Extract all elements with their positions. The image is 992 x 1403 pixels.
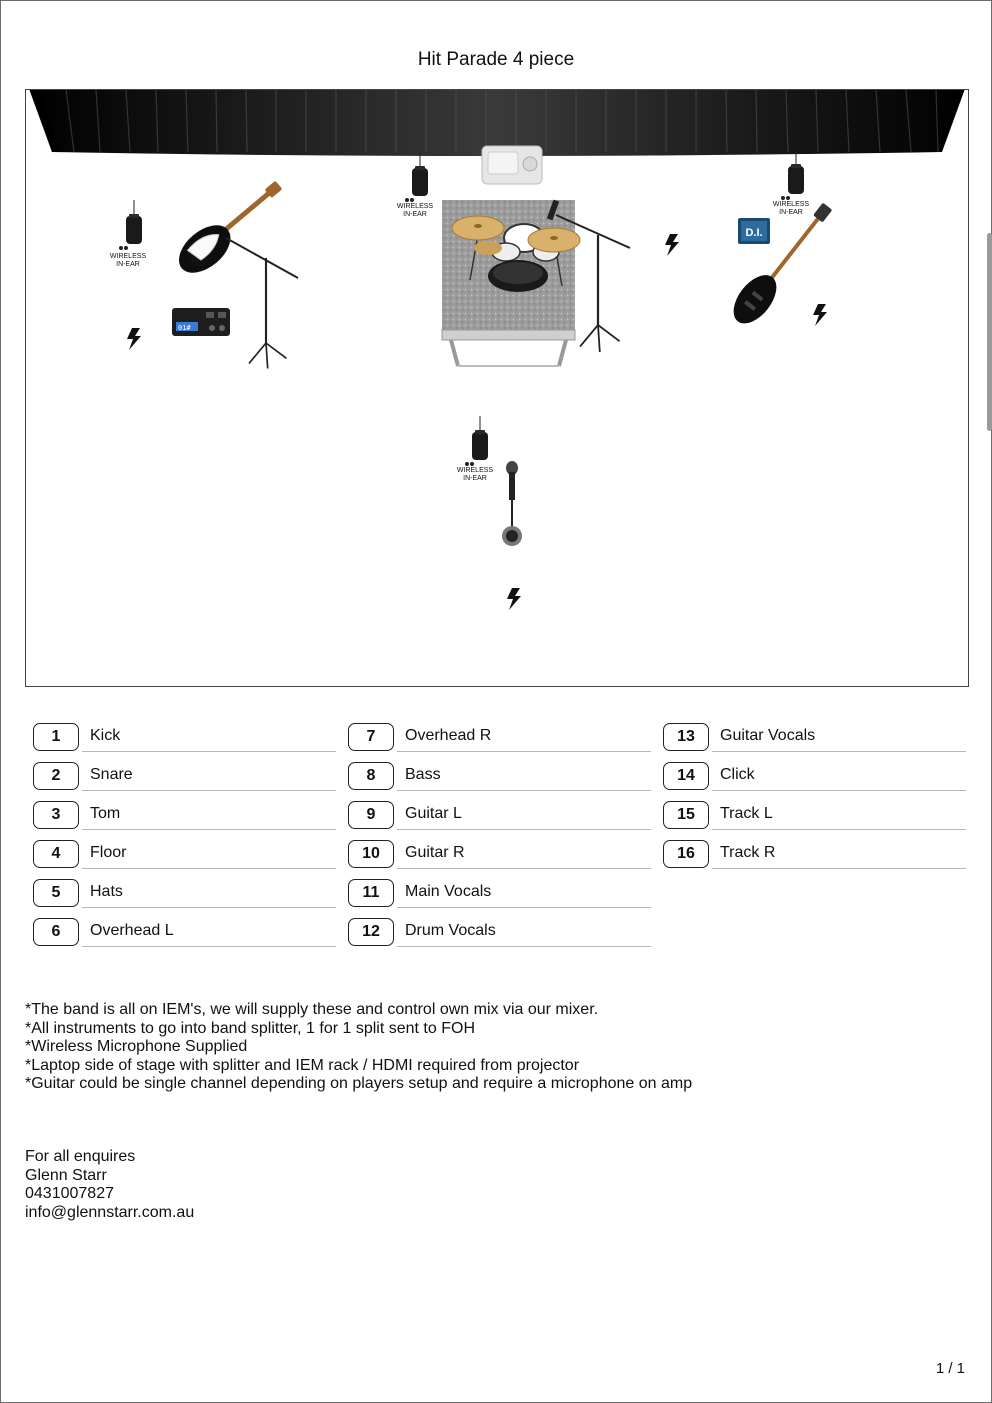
- channel-number: 1: [33, 723, 79, 751]
- channel-number: 6: [33, 918, 79, 946]
- channel-row: [348, 914, 651, 953]
- contact-name: Glenn Starr: [25, 1166, 107, 1184]
- channel-row: [33, 914, 336, 953]
- note-line: *Wireless Microphone Supplied: [25, 1038, 248, 1055]
- note-line: *All instruments to go into band splitter, 1 for 1 split sent to FOH: [25, 1019, 475, 1037]
- scrollbar[interactable]: [987, 233, 992, 431]
- bass-guitar-icon: [725, 196, 840, 331]
- channel-label: Floor: [82, 836, 336, 869]
- svg-text:WIRELESS: WIRELESS: [396, 203, 434, 210]
- svg-text:D.I.: D.I.: [745, 227, 763, 239]
- svg-text:IN-EAR: IN-EAR: [463, 475, 487, 482]
- vocal-power-icon: [507, 588, 521, 610]
- channel-number: 10: [348, 840, 394, 868]
- channel-row: [663, 836, 966, 875]
- note-line: *Laptop side of stage with splitter and IEM rack / HDMI required from projector: [25, 1056, 580, 1074]
- di-box-icon: [738, 218, 770, 244]
- guitar-pedal-icon: [172, 308, 230, 336]
- channel-row: [348, 758, 651, 797]
- channel-label: Guitar L: [397, 797, 651, 830]
- channel-row: [663, 719, 966, 758]
- drum-iem-icon: [397, 152, 434, 218]
- contact-phone: 0431007827: [25, 1185, 114, 1202]
- channel-number: 8: [348, 762, 394, 790]
- channel-label: Tom: [82, 797, 336, 830]
- svg-text:WIRELESS: WIRELESS: [456, 467, 494, 474]
- note-line: *The band is all on IEM's, we will supply these and control own mix via our mixer.: [25, 1001, 599, 1018]
- guitar-power-icon: [127, 328, 141, 350]
- channel-label: Guitar Vocals: [712, 719, 966, 752]
- svg-text:01#: 01#: [178, 324, 191, 332]
- channel-number: 2: [33, 762, 79, 790]
- channel-column-2: [348, 719, 651, 953]
- channel-number: 3: [33, 801, 79, 829]
- channel-number: 9: [348, 801, 394, 829]
- channel-row: [33, 875, 336, 914]
- contact-heading: For all enquires: [25, 1148, 136, 1165]
- notes: [25, 1001, 925, 1094]
- electric-guitar-icon: [170, 172, 291, 282]
- channel-label: Main Vocals: [397, 875, 651, 908]
- channel-row: [663, 758, 966, 797]
- channel-number: 13: [663, 723, 709, 751]
- channel-number: 12: [348, 918, 394, 946]
- channel-label: Snare: [82, 758, 336, 791]
- contact-block: [25, 1148, 194, 1222]
- channel-number: 16: [663, 840, 709, 868]
- guitar-mic-stand-icon: [226, 238, 298, 369]
- projector-icon: [482, 146, 542, 184]
- channel-row: [348, 875, 651, 914]
- note-line: *Guitar could be single channel depending on players setup and require a microphone on amp: [25, 1075, 693, 1092]
- channel-number: 11: [348, 879, 394, 907]
- channel-row: [348, 719, 651, 758]
- channel-row: [663, 797, 966, 836]
- svg-text:WIRELESS: WIRELESS: [109, 253, 147, 260]
- wireless-mic-icon: [502, 461, 522, 546]
- channel-number: 7: [348, 723, 394, 751]
- channel-number: 4: [33, 840, 79, 868]
- guitar-iem-icon: [110, 200, 147, 268]
- channel-row: [33, 797, 336, 836]
- page-number: 1 / 1: [935, 1360, 965, 1377]
- bass-iem-icon: [773, 150, 810, 216]
- channel-label: Track R: [712, 836, 966, 869]
- channel-row: [33, 719, 336, 758]
- svg-text:IN-EAR: IN-EAR: [779, 209, 803, 216]
- channel-label: Overhead L: [82, 914, 336, 947]
- channel-row: [348, 836, 651, 875]
- channel-label: Drum Vocals: [397, 914, 651, 947]
- contact-email[interactable]: info@glennstarr.com.au: [25, 1203, 195, 1221]
- channel-label: Kick: [82, 719, 336, 752]
- channel-column-3: [663, 719, 966, 875]
- channel-row: [33, 836, 336, 875]
- channel-row: [33, 758, 336, 797]
- channel-label: Overhead R: [397, 719, 651, 752]
- page-title: Hit Parade 4 piece: [417, 49, 575, 70]
- channel-label: Hats: [82, 875, 336, 908]
- channel-row: [348, 797, 651, 836]
- svg-text:WIRELESS: WIRELESS: [772, 201, 810, 208]
- channel-number: 5: [33, 879, 79, 907]
- stage-diagram: [26, 90, 968, 686]
- channel-column-1: [33, 719, 336, 953]
- svg-text:IN-EAR: IN-EAR: [403, 211, 427, 218]
- channel-label: Guitar R: [397, 836, 651, 869]
- drum-power-icon: [665, 234, 679, 256]
- stage-plot: [25, 89, 969, 687]
- bass-power-icon: [813, 304, 827, 326]
- channel-label: Click: [712, 758, 966, 791]
- channel-label: Track L: [712, 797, 966, 830]
- channel-label: Bass: [397, 758, 651, 791]
- svg-text:IN-EAR: IN-EAR: [116, 261, 140, 268]
- vocal-iem-icon: [457, 416, 494, 482]
- channel-number: 14: [663, 762, 709, 790]
- channel-number: 15: [663, 801, 709, 829]
